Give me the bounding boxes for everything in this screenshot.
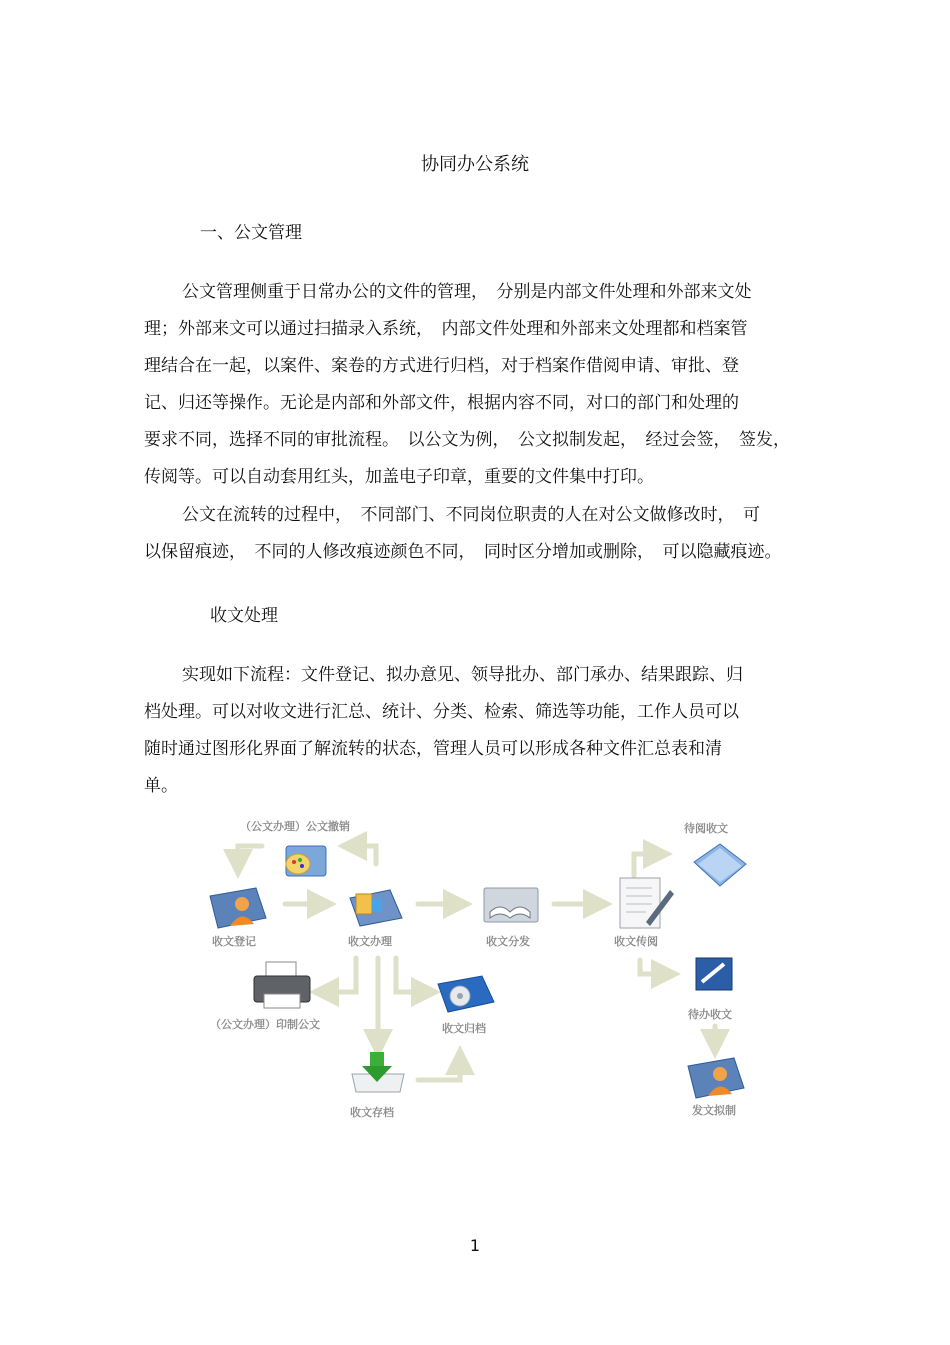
page-number: 1	[469, 1236, 481, 1255]
paragraph-line: 单。	[144, 776, 178, 796]
paragraph-line: 传阅等。可以自动套用红头，加盖电子印章，重要的文件集中打印。	[144, 467, 654, 487]
document-stack-icon	[690, 842, 748, 892]
paragraph-document-management	[144, 274, 809, 496]
paragraph-line: 以保留痕迹， 不同的人修改痕迹颜色不同， 同时区分增加或删除， 可以隐藏痕迹。	[144, 542, 782, 562]
arrow-to-register	[238, 846, 262, 864]
label-circulate: 收文传阅	[614, 935, 658, 948]
arrow-to-cancel	[352, 846, 376, 864]
label-print: （公文办理）印制公文	[210, 1018, 320, 1031]
paragraph-line: 要求不同，选择不同的审批流程。 以公文为例， 公文拟制发起， 经过会签， 签发，	[144, 430, 790, 450]
arrow-to-archive	[396, 958, 426, 992]
paragraph-line: 理结合在一起，以案件、案卷的方式进行归档，对于档案作借阅申请、审批、登	[144, 356, 739, 376]
document-title: 协同办公系统	[421, 154, 529, 175]
label-store: 收文存档	[350, 1106, 394, 1119]
user-document-icon	[686, 1056, 746, 1104]
label-cancel: （公文办理）公文撤销	[240, 820, 350, 833]
label-draft: 发文拟制	[692, 1104, 736, 1117]
printer-icon	[250, 960, 314, 1016]
label-pending-do: 待办收文	[688, 1008, 732, 1021]
paragraph-line: 档处理。可以对收文进行汇总、统计、分类、检索、筛选等功能，工作人员可以	[144, 702, 739, 722]
arrow-to-print	[324, 958, 356, 992]
section-heading-document-management: 一、公文管理	[200, 223, 302, 243]
arrow-store-to-archive	[418, 1060, 460, 1080]
document-pen-icon	[616, 876, 676, 936]
label-handle: 收文办理	[348, 935, 392, 948]
paragraph-incoming-processing	[144, 657, 809, 805]
label-archive-file: 收文归档	[442, 1022, 486, 1035]
paragraph-line: 随时通过图形化界面了解流转的状态，管理人员可以形成各种文件汇总表和清	[144, 739, 722, 759]
paragraph-line: 实现如下流程：文件登记、拟办意见、领导批办、部门承办、结果跟踪、归	[182, 665, 743, 685]
download-tray-icon	[348, 1050, 408, 1098]
paragraph-line: 理；外部来文可以通过扫描录入系统， 内部文件处理和外部来文处理都和档案管	[144, 319, 748, 339]
label-pending-read: 待阅收文	[684, 822, 728, 835]
section-heading-incoming-processing: 收文处理	[210, 606, 278, 626]
user-document-icon	[208, 886, 268, 934]
palette-icon	[280, 842, 332, 886]
open-book-icon	[482, 882, 542, 930]
label-distribute: 收文分发	[486, 935, 530, 948]
incoming-flow-diagram	[190, 812, 770, 1132]
paragraph-line: 公文在流转的过程中， 不同部门、不同岗位职责的人在对公文做修改时， 可	[182, 505, 760, 525]
paragraph-line: 记、归还等操作。无论是内部和外部文件，根据内容不同，对口的部门和处理的	[144, 393, 739, 413]
disc-folder-icon	[436, 972, 496, 1020]
arrow-to-pending-read	[634, 854, 658, 876]
folder-pen-icon	[346, 884, 404, 932]
paragraph-revision-tracking	[144, 497, 809, 571]
checklist-icon	[694, 956, 736, 998]
arrow-to-pending-do	[640, 960, 666, 974]
paragraph-line: 公文管理侧重于日常办公的文件的管理， 分别是内部文件处理和外部来文处	[182, 282, 752, 302]
label-register: 收文登记	[212, 935, 256, 948]
